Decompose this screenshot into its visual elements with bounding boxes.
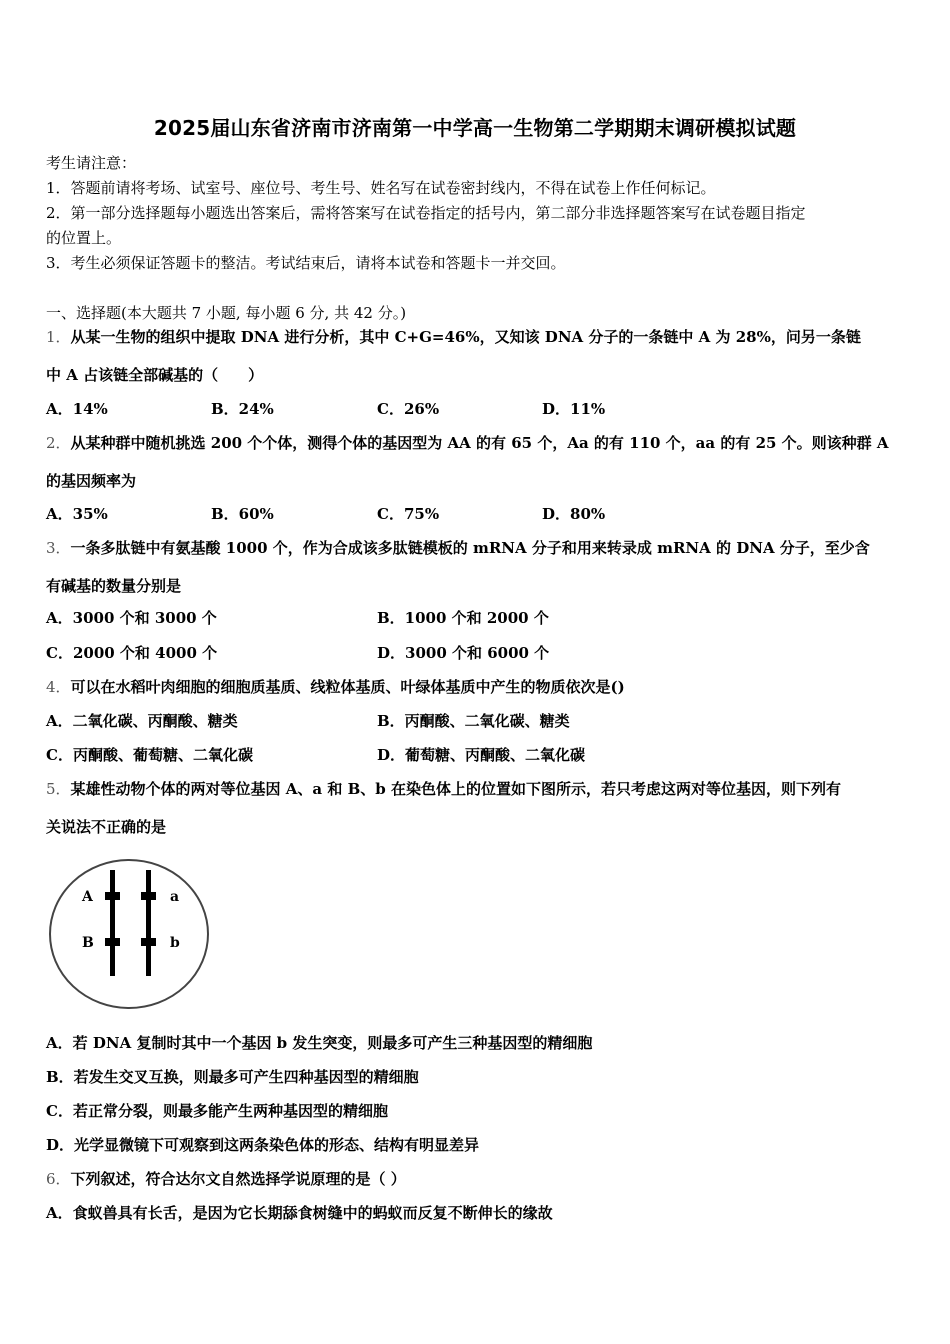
option-b: B．60% <box>211 505 274 523</box>
notice-heading: 考生请注意： <box>46 154 137 172</box>
option-a: A．二氧化碳、丙酮酸、糖类 <box>46 712 238 730</box>
gene-locus-B <box>105 938 120 946</box>
question-text-cont: 关说法不正确的是 <box>46 818 167 836</box>
label-A: A <box>82 889 93 905</box>
question-4-stem <box>46 676 625 697</box>
question-text: 从某种群中随机挑选 200 个个体，测得个体的基因型为 AA 的有 65 个，Aa 的有 110 个，aa 的有 25 个。则该种群 A <box>70 434 889 452</box>
gene-locus-A <box>105 892 120 900</box>
notice-item: 1．答题前请将考场、试室号、座位号、考生号、姓名写在试卷密封线内，不得在试卷上作任何标记。 <box>46 179 716 197</box>
question-text-cont: 有碱基的数量分别是 <box>46 577 182 595</box>
question-number: 6． <box>46 1170 71 1188</box>
gene-locus-b <box>141 938 156 946</box>
question-text-cont: 中 A 占该链全部碱基的（ ） <box>46 366 264 384</box>
question-text: 下列叙述，符合达尔文自然选择学说原理的是（ ） <box>70 1170 406 1188</box>
question-text: 一条多肽链中有氨基酸 1000 个，作为合成该多肽链模板的 mRNA 分子和用来转录成 mRNA 的 DNA 分子，至少含 <box>70 539 870 557</box>
option-d: D．80% <box>542 505 606 523</box>
option-c: C．丙酮酸、葡萄糖、二氧化碳 <box>46 746 253 764</box>
notice-item: 2．第一部分选择题每小题选出答案后，需将答案写在试卷指定的括号内，第二部分非选择题答案写在试卷题目指定 <box>46 204 806 222</box>
question-5-stem <box>46 778 841 799</box>
question-number: 2． <box>46 434 71 452</box>
option-c: C．75% <box>377 505 440 523</box>
cell-outline <box>50 860 208 1008</box>
question-2-stem <box>46 432 889 453</box>
question-number: 4． <box>46 678 71 696</box>
question-number: 3． <box>46 539 71 557</box>
chromosome-left <box>110 870 115 976</box>
question-text-cont: 的基因频率为 <box>46 472 137 490</box>
label-B: B <box>82 935 94 951</box>
option-b: B．1000 个和 2000 个 <box>377 609 549 627</box>
section-heading: 一、选择题(本大题共 7 小题, 每小题 6 分, 共 42 分。) <box>46 304 407 322</box>
option-b: B．24% <box>211 400 274 418</box>
chromosome-diagram <box>46 856 212 1012</box>
option-a: A．3000 个和 3000 个 <box>46 609 217 627</box>
question-text: 某雄性动物个体的两对等位基因 A、a 和 B、b 在染色体上的位置如下图所示，若只考虑这两对等位基因，则下列有 <box>70 780 841 798</box>
option-c: C．2000 个和 4000 个 <box>46 644 218 662</box>
option-d: D．3000 个和 6000 个 <box>377 644 550 662</box>
option-a: A．14% <box>46 400 108 418</box>
option-a: A．35% <box>46 505 108 523</box>
question-number: 5． <box>46 780 71 798</box>
question-text: 可以在水稻叶肉细胞的细胞质基质、线粒体基质、叶绿体基质中产生的物质依次是() <box>70 678 625 696</box>
notice-item: 的位置上。 <box>46 229 122 247</box>
option-b: B．若发生交叉互换，则最多可产生四种基因型的精细胞 <box>46 1068 419 1086</box>
option-d: D．光学显微镜下可观察到这两条染色体的形态、结构有明显差异 <box>46 1136 480 1154</box>
gene-locus-a <box>141 892 156 900</box>
option-c: C．26% <box>377 400 440 418</box>
notice-item: 3．考生必须保证答题卡的整洁。考试结束后，请将本试卷和答题卡一并交回。 <box>46 254 566 272</box>
question-6-stem <box>46 1168 406 1189</box>
question-1-stem <box>46 326 861 347</box>
option-d: D．11% <box>542 400 606 418</box>
label-a: a <box>170 889 180 905</box>
chromosome-right <box>146 870 151 976</box>
label-b: b <box>170 935 180 951</box>
option-a: A．食蚁兽具有长舌，是因为它长期舔食树缝中的蚂蚁而反复不断伸长的缘故 <box>46 1204 553 1222</box>
question-3-stem <box>46 537 870 558</box>
option-c: C．若正常分裂，则最多能产生两种基因型的精细胞 <box>46 1102 388 1120</box>
option-a: A．若 DNA 复制时其中一个基因 b 发生突变，则最多可产生三种基因型的精细胞 <box>46 1034 593 1052</box>
exam-title: 2025届山东省济南市济南第一中学高一生物第二学期期末调研模拟试题 <box>153 116 797 140</box>
option-d: D．葡萄糖、丙酮酸、二氧化碳 <box>377 746 586 764</box>
option-b: B．丙酮酸、二氧化碳、糖类 <box>377 712 570 730</box>
question-text: 从某一生物的组织中提取 DNA 进行分析，其中 C+G=46%，又知该 DNA 分子的一条链中 A 为 28%，问另一条链 <box>70 328 861 346</box>
question-number: 1． <box>46 328 71 346</box>
